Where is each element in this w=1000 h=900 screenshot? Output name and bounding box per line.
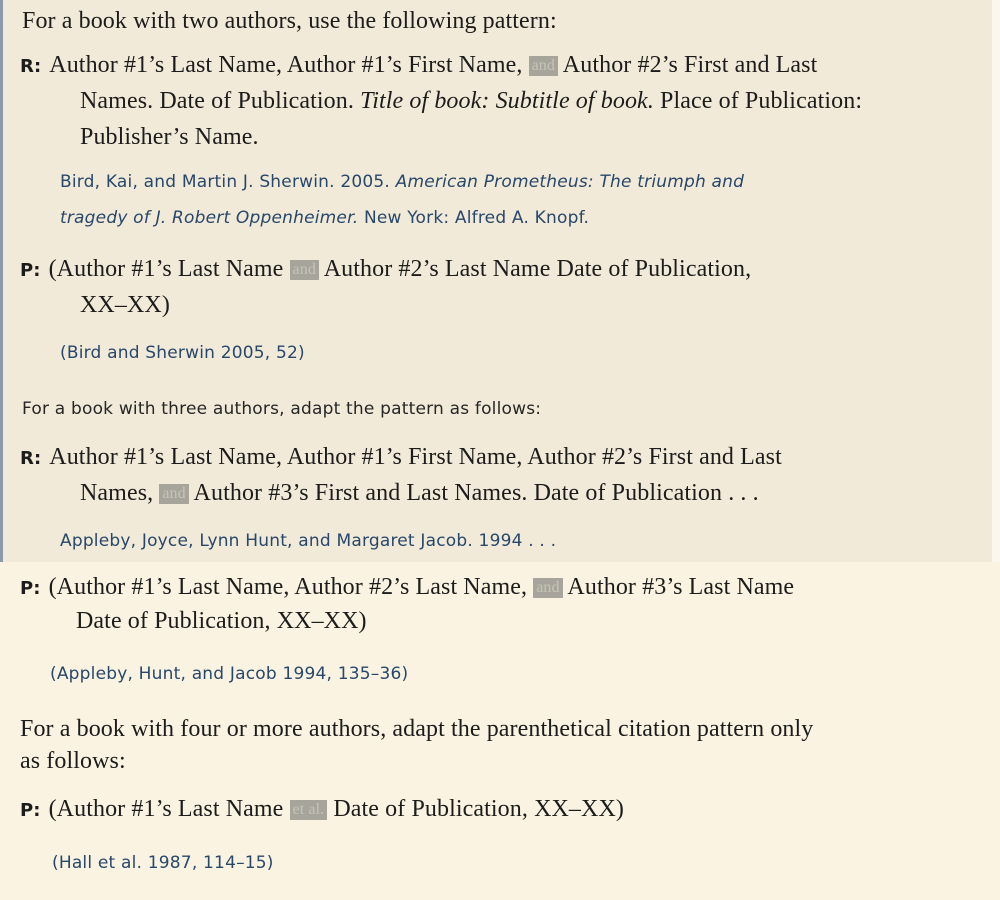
three-authors-reference-line-1: R: Author #1’s Last Name, Author #1’s First Name, Author #2’s First and Last [20, 444, 782, 470]
highlight-and: and [290, 260, 319, 280]
highlight-and: and [529, 56, 558, 76]
highlight-and: and [159, 484, 188, 504]
four-authors-intro-line-1: For a book with four or more authors, adapt the parenthetical citation pattern only [20, 716, 814, 742]
scan-edge [992, 0, 1000, 562]
two-authors-intro: For a book with two authors, use the following pattern: [22, 8, 557, 34]
reference-label: R: [20, 448, 42, 469]
highlight-and: and [533, 578, 562, 598]
parenthetical-label: P: [20, 800, 41, 821]
three-authors-reference-line-2: Names, and Author #3’s First and Last Names. Date of Publication . . . [80, 480, 759, 506]
three-authors-parenthetical-line-1: P: (Author #1’s Last Name, Author #2’s Last Name, and Author #3’s Last Name [20, 574, 795, 600]
two-authors-reference-line-2: Names. Date of Publication. Title of book: Subtitle of book. Place of Publication: [80, 88, 863, 114]
highlight-et-al: et al. [290, 800, 328, 820]
two-authors-reference-example-line-2: tragedy of J. Robert Oppenheimer. New York: Alfred A. Knopf. [60, 208, 590, 228]
two-authors-parenthetical-line-1: P: (Author #1’s Last Name and Author #2’s Last Name Date of Publication, [20, 256, 752, 282]
reference-label: R: [20, 56, 42, 77]
three-authors-reference-example: Appleby, Joyce, Lynn Hunt, and Margaret Jacob. 1994 . . . [60, 531, 557, 551]
two-authors-reference-example-line-1: Bird, Kai, and Martin J. Sherwin. 2005. American Prometheus: The triumph and [60, 172, 745, 192]
two-authors-parenthetical-line-2: XX–XX) [80, 292, 170, 318]
parenthetical-label: P: [20, 578, 41, 599]
four-authors-parenthetical-line-1: P: (Author #1’s Last Name et al. Date of Publication, XX–XX) [20, 796, 624, 822]
parenthetical-label: P: [20, 260, 41, 281]
three-authors-parenthetical-example: (Appleby, Hunt, and Jacob 1994, 135–36) [50, 664, 409, 684]
three-authors-intro: For a book with three authors, adapt the pattern as follows: [22, 399, 542, 419]
three-authors-parenthetical-line-2: Date of Publication, XX–XX) [76, 608, 367, 634]
two-authors-parenthetical-example: (Bird and Sherwin 2005, 52) [60, 343, 305, 363]
four-authors-intro-line-2: as follows: [20, 748, 126, 774]
title-placeholder: Title of book: Subtitle of book. [360, 88, 654, 114]
four-authors-parenthetical-example: (Hall et al. 1987, 114–15) [52, 853, 274, 873]
two-authors-reference-line-1: R: Author #1’s Last Name, Author #1’s First Name, and Author #2’s First and Last [20, 52, 818, 78]
two-authors-reference-line-3: Publisher’s Name. [80, 124, 259, 150]
